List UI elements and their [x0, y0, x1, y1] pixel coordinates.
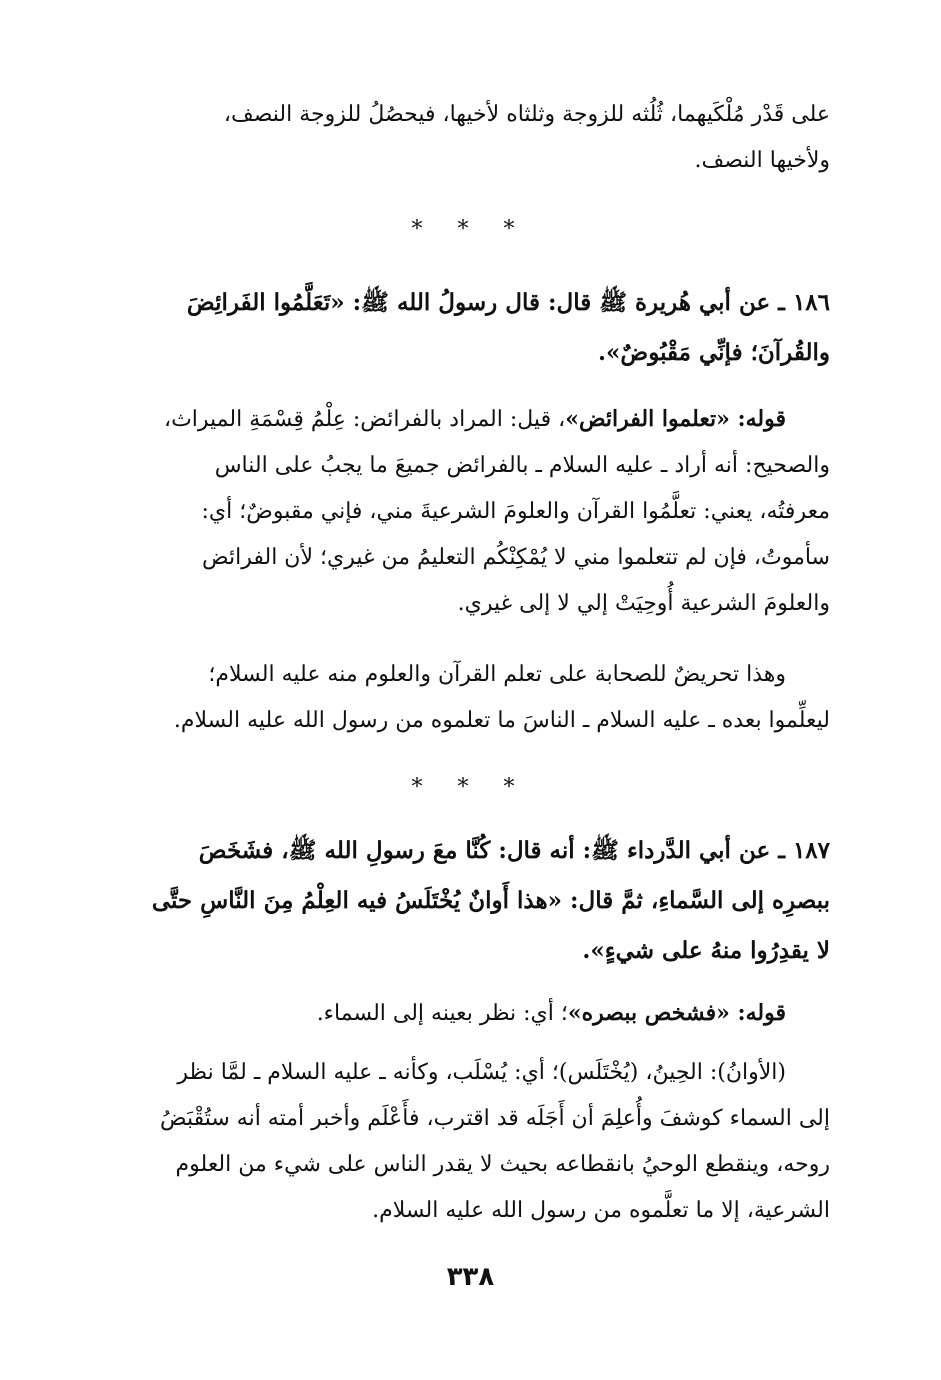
hadith-187-line-1: ١٨٧ ـ عن أبي الدَّرداء ﷺ: أنه قال: كُنَّا معَ رسولِ الله ﷺ، فشَخَصَ	[198, 837, 830, 864]
hadith-186	[110, 278, 830, 378]
intro-line-1: على قَدْر مُلْكَيهما، ثُلُثه للزوجة وثلثاه لأخيها، فيحصُلُ للزوجة النصف،	[223, 102, 830, 127]
commentary-186-line-4: سأموتُ، فإن لم تتعلموا مني لا يُمْكِنْكُم التعليمُ من غيري؛ لأن الفرائض	[202, 545, 830, 570]
commentary-186-line-5: والعلومَ الشرعية أُوحِيَتْ إلي لا إلى غيري.	[457, 591, 830, 616]
commentary-186-paragraph-2	[110, 652, 830, 744]
intro-line-2: ولأخيها النصف.	[694, 148, 830, 173]
commentary-187-lead: قوله: «فشخص ببصره»	[567, 1000, 786, 1026]
commentary-186-p2-line-2: ليعلِّموا بعده ـ عليه السلام ـ الناسَ ما تعلموه من رسول الله عليه السلام.	[173, 708, 830, 733]
commentary-187-p2-line-4: الشرعية، إلا ما تعلَّموه من رسول الله عليه السلام.	[372, 1198, 830, 1223]
commentary-187-line-1-text: ؛ أي: نظر بعينه إلى السماء.	[316, 1001, 568, 1026]
hadith-187-line-3: لا يقدِرُوا منهُ على شيءٍ».	[582, 937, 830, 964]
hadith-186-line-2: والقُرآنَ؛ فإنِّي مَقْبُوضٌ».	[598, 339, 830, 366]
commentary-187-paragraph-2	[110, 1050, 830, 1234]
commentary-186-p2-line-1: وهذا تحريضٌ للصحابة على تعلم القرآن والعلوم منه عليه السلام؛	[208, 662, 786, 687]
commentary-186-lead: قوله: «تعلموا الفرائض»	[565, 406, 786, 432]
commentary-187-line-1	[110, 990, 830, 1037]
intro-paragraph	[110, 92, 830, 184]
page-number: ٣٣٨	[446, 1262, 495, 1292]
commentary-186-line-3: معرفتُه، يعني: تعلَّمُوا القرآن والعلومَ الشرعيةَ مني، فإني مقبوضٌ؛ أي:	[201, 499, 830, 524]
hadith-187	[110, 826, 830, 976]
commentary-187-p2-line-3: روحه، وينقطع الوحيُ بانقطاعه بحيث لا يقدر الناس على شيء من العلوم	[175, 1152, 830, 1177]
commentary-186-line-1	[110, 396, 830, 443]
hadith-187-line-2: ببصرِه إلى السَّماءِ، ثمَّ قال: «هذا أَوانٌ يُخْتَلَسُ فيه العِلْمُ مِنَ النَّاسِ حتَّى	[151, 887, 830, 914]
hadith-186-line-1: ١٨٦ ـ عن أبي هُريرة ﷺ قال: قال رسولُ الله ﷺ: «تَعَلَّمُوا الفَرائِضَ	[186, 289, 830, 316]
commentary-187-p2-line-2: إلى السماء كوشفَ وأُعلِمَ أن أَجَلَه قد اقترب، فأَعْلَم وأخبر أمته أنه ستُقْبَضُ	[160, 1106, 830, 1131]
commentary-187-p2-line-1: (الأوانُ): الحِينُ، (يُخْتَلَس)؛ أي: يُسْلَب، وكأنه ـ عليه السلام ـ لمَّا نظر	[177, 1060, 786, 1085]
commentary-187	[110, 990, 830, 1037]
commentary-186-line-2: والصحيح: أنه أراد ـ عليه السلام ـ بالفرائض جميعَ ما يجبُ على الناس	[214, 453, 830, 478]
separator-1: * * *	[411, 217, 529, 242]
commentary-186	[110, 396, 830, 627]
separator-2: * * *	[411, 775, 529, 800]
commentary-186-line-1-text: ، قيل: المراد بالفرائض: عِلْمُ قِسْمَةِ الميراث،	[163, 407, 566, 432]
